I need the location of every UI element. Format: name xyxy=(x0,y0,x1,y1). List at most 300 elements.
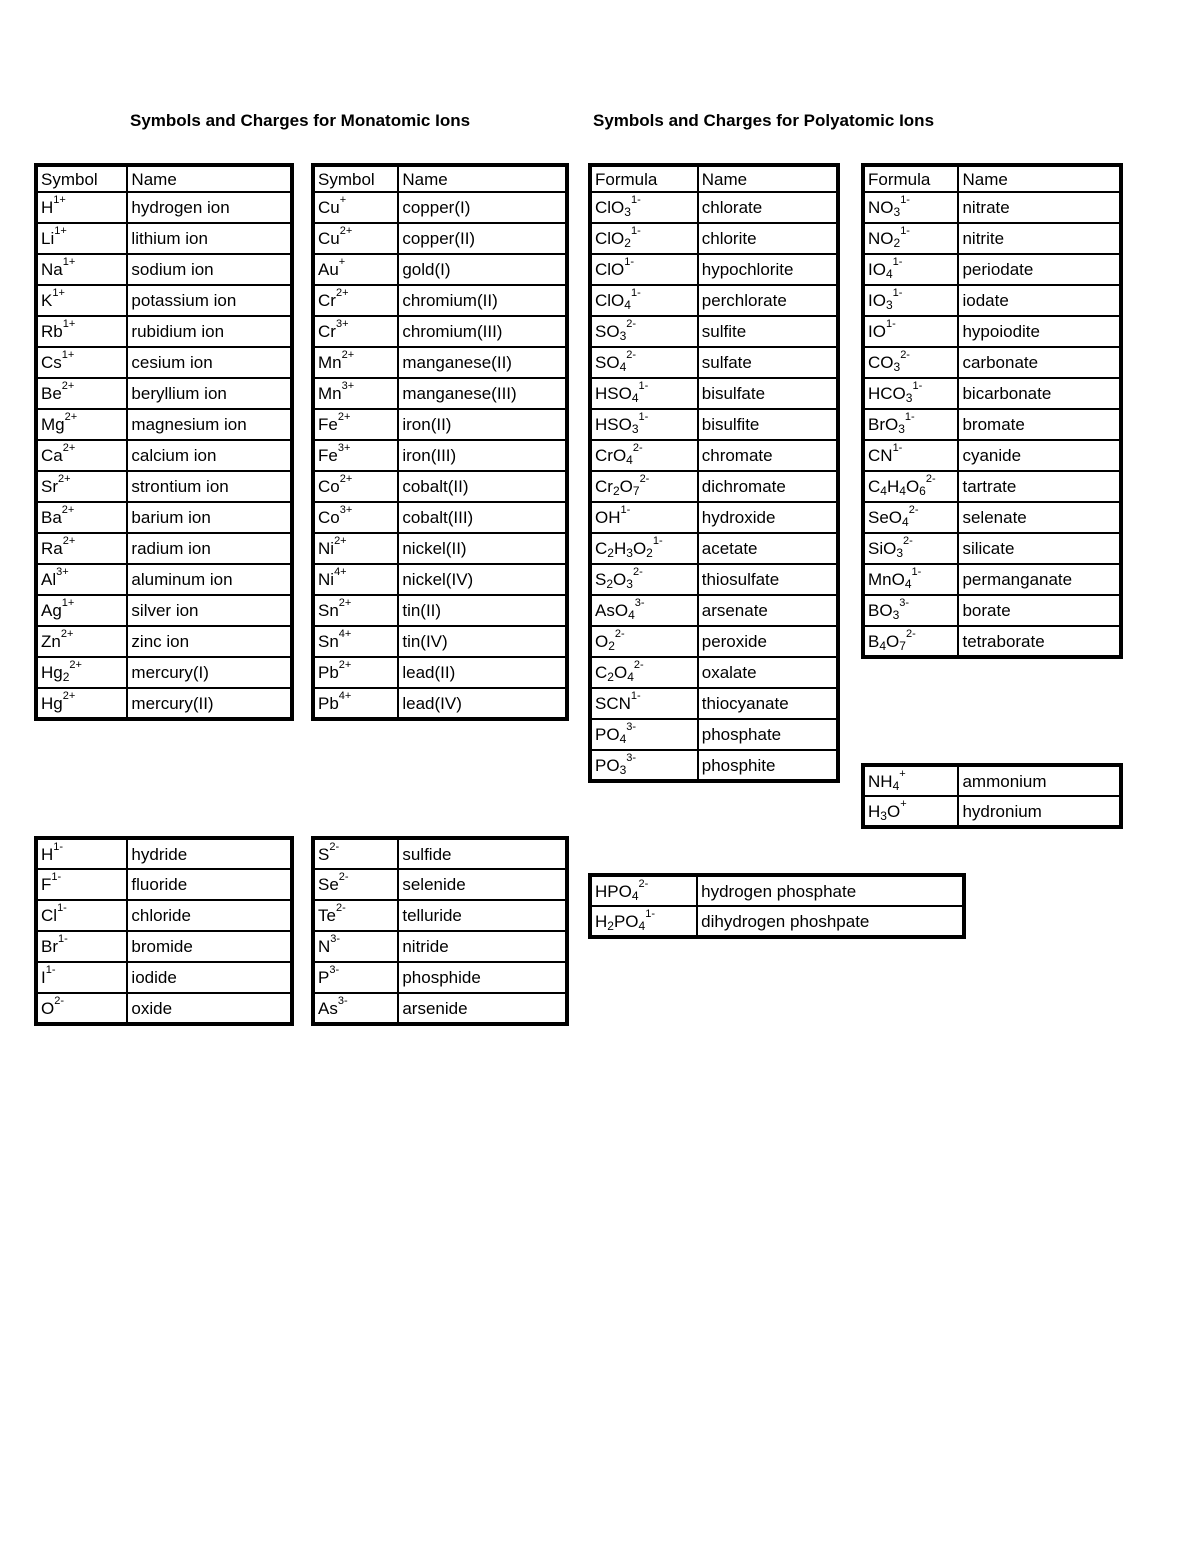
ion-symbol: $Cu^{2+}$ xyxy=(313,223,398,254)
charge: 1- xyxy=(900,225,910,237)
ion-symbol: $Mn^{3+}$ xyxy=(313,378,398,409)
ion-name: nitrite xyxy=(958,223,1121,254)
ion-symbol: $Ba^{2+}$ xyxy=(36,502,127,533)
table-row xyxy=(590,688,838,719)
ion-name: nickel(II) xyxy=(398,533,567,564)
charge: 1- xyxy=(57,902,67,914)
ion-symbol: $HSO_4^{1-}$ xyxy=(590,378,698,409)
charge: 1- xyxy=(620,504,631,516)
table-row xyxy=(36,502,292,533)
charge: 2+ xyxy=(334,535,347,547)
ion-symbol: $N^{3-}$ xyxy=(313,931,398,962)
subscript: 3 xyxy=(626,546,633,560)
charge: 3- xyxy=(634,597,645,609)
charge: 2- xyxy=(335,902,346,914)
table-row xyxy=(863,765,1121,796)
charge: 2- xyxy=(905,628,916,640)
ion-symbol: $NO_2^{1-}$ xyxy=(863,223,958,254)
table-row xyxy=(313,192,567,223)
charge: 1- xyxy=(645,908,655,920)
table-row xyxy=(36,471,292,502)
ion-symbol: $Ni^{2+}$ xyxy=(313,533,398,564)
ion-name: manganese(III) xyxy=(398,378,567,409)
ion-name: hydrogen ion xyxy=(127,192,292,223)
subscript: 2 xyxy=(62,670,70,684)
subscript: 4 xyxy=(880,484,887,498)
charge: 1- xyxy=(900,194,910,206)
charge: 3- xyxy=(337,995,348,1007)
table-row xyxy=(313,626,567,657)
table-row xyxy=(863,254,1121,285)
table-row xyxy=(313,347,567,378)
column-header: Formula xyxy=(590,165,698,192)
table-row xyxy=(36,533,292,564)
table-row xyxy=(590,595,838,626)
ion-name: bromide xyxy=(127,931,292,962)
charge: 2- xyxy=(908,504,919,516)
ion-name: hydride xyxy=(127,838,292,869)
charge: 2+ xyxy=(64,411,78,423)
column-header: Formula xyxy=(863,165,958,192)
subscript: 7 xyxy=(632,484,640,498)
charge: 2+ xyxy=(338,597,352,609)
charge: 1- xyxy=(911,566,922,578)
ion-symbol: $Fe^{3+}$ xyxy=(313,440,398,471)
table-row xyxy=(590,409,838,440)
ion-symbol: BrO$_3^{1-}$ xyxy=(863,409,958,440)
ion-name: gold(I) xyxy=(398,254,567,285)
ion-name: hypochlorite xyxy=(698,254,838,285)
ion-name: permanganate xyxy=(958,564,1121,595)
table-row xyxy=(590,192,838,223)
ion-symbol: $Be^{2+}$ xyxy=(36,378,127,409)
ion-name: rubidium ion xyxy=(127,316,292,347)
ion-name: nitrate xyxy=(958,192,1121,223)
charge: 4+ xyxy=(338,628,352,640)
ion-name: iodate xyxy=(958,285,1121,316)
subscript: 3 xyxy=(893,360,901,374)
charge: 1+ xyxy=(61,597,75,609)
table-row xyxy=(313,254,567,285)
table-header-row xyxy=(590,165,838,192)
ion-name: manganese(II) xyxy=(398,347,567,378)
ion-table-cations-2 xyxy=(311,163,569,721)
ion-name: radium ion xyxy=(127,533,292,564)
charge: 2- xyxy=(626,318,637,330)
ion-name: chromium(II) xyxy=(398,285,567,316)
column-header: Name xyxy=(398,165,567,192)
ion-symbol: $OH^{1-}$ xyxy=(590,502,698,533)
subscript: 2 xyxy=(606,577,614,591)
ion-name: cyanide xyxy=(958,440,1121,471)
charge: 1+ xyxy=(53,194,66,206)
table-row xyxy=(313,962,567,993)
ion-name: selenate xyxy=(958,502,1121,533)
ion-symbol: $As^{3-}$ xyxy=(313,993,398,1024)
ion-symbol: $SO_4^{2-}$ xyxy=(590,347,698,378)
subscript: 6 xyxy=(919,484,926,498)
subscript: 4 xyxy=(631,391,639,405)
subscript: 2 xyxy=(608,639,615,653)
ion-symbol: $PO_3^{3-}$ xyxy=(590,750,698,781)
ion-symbol: $F^{1-}$ xyxy=(36,869,127,900)
ion-table-anions-1 xyxy=(34,836,294,1026)
subscript: 3 xyxy=(624,205,631,219)
ion-name: telluride xyxy=(398,900,567,931)
ion-symbol: $Sn^{4+}$ xyxy=(313,626,398,657)
ion-name: tin(II) xyxy=(398,595,567,626)
table-row xyxy=(36,595,292,626)
ion-symbol: $BO_3^{3-}$ xyxy=(863,595,958,626)
charge: 2+ xyxy=(61,504,75,516)
ion-symbol: $CO_3^{2-}$ xyxy=(863,347,958,378)
ion-symbol: $IO_4^{1-}$ xyxy=(863,254,958,285)
ion-name: copper(II) xyxy=(398,223,567,254)
charge: 1- xyxy=(53,841,64,853)
table-row xyxy=(863,316,1121,347)
column-header: Symbol xyxy=(36,165,127,192)
charge: 2+ xyxy=(69,659,82,671)
ion-name: bicarbonate xyxy=(958,378,1121,409)
charge: 3- xyxy=(626,752,637,764)
ion-name: bisulfate xyxy=(698,378,838,409)
charge: 2- xyxy=(632,442,643,454)
charge: 1- xyxy=(912,380,923,392)
subscript: 4 xyxy=(626,453,633,467)
ion-symbol: SeO$_4^{2-}$ xyxy=(863,502,958,533)
charge: 2- xyxy=(638,878,649,890)
charge: 2+ xyxy=(337,411,351,423)
table-row xyxy=(313,564,567,595)
subscript: 3 xyxy=(880,809,887,823)
ion-symbol: $Mg^{2+}$ xyxy=(36,409,127,440)
subscript: 3 xyxy=(892,608,900,622)
table-row xyxy=(863,347,1121,378)
ion-name: sulfate xyxy=(698,347,838,378)
subscript: 3 xyxy=(905,391,913,405)
charge: 1- xyxy=(630,225,641,237)
table-row xyxy=(313,533,567,564)
charge: 1- xyxy=(638,380,649,392)
table-row xyxy=(863,564,1121,595)
ion-name: carbonate xyxy=(958,347,1121,378)
table-row xyxy=(313,502,567,533)
ion-symbol: $Cr^{2+}$ xyxy=(313,285,398,316)
ion-name: dihydrogen phoshpate xyxy=(697,906,964,937)
charge: 4+ xyxy=(334,566,347,578)
charge: 3- xyxy=(626,721,637,733)
subscript: 4 xyxy=(902,515,909,529)
ion-name: bisulfite xyxy=(698,409,838,440)
charge: 2+ xyxy=(339,473,353,485)
charge: 2+ xyxy=(341,349,355,361)
charge: 3+ xyxy=(56,566,69,578)
charge: 2- xyxy=(54,995,65,1007)
table-row xyxy=(863,223,1121,254)
ion-name: copper(I) xyxy=(398,192,567,223)
table-row xyxy=(36,192,292,223)
ion-name: barium ion xyxy=(127,502,292,533)
ion-name: phosphite xyxy=(698,750,838,781)
table-row xyxy=(313,378,567,409)
table-row xyxy=(36,378,292,409)
table-row xyxy=(590,347,838,378)
subscript: 4 xyxy=(879,639,887,653)
table-row xyxy=(36,657,292,688)
ion-symbol: $Co^{3+}$ xyxy=(313,502,398,533)
table-row xyxy=(863,533,1121,564)
ion-name: nickel(IV) xyxy=(398,564,567,595)
table-row xyxy=(313,471,567,502)
table-row xyxy=(313,838,567,869)
charge: 2- xyxy=(639,473,650,485)
ion-symbol: $C_4H_4O_6^{2-}$ xyxy=(863,471,958,502)
charge: 2+ xyxy=(335,287,349,299)
charge: 1+ xyxy=(61,349,75,361)
ion-name: hydrogen phosphate xyxy=(697,875,964,906)
charge: + xyxy=(900,798,907,810)
charge: 1+ xyxy=(62,256,76,268)
polyatomic-heading: Symbols and Charges for Polyatomic Ions xyxy=(593,111,935,130)
charge: 2- xyxy=(900,349,910,361)
table-row xyxy=(313,688,567,719)
table-row xyxy=(590,626,838,657)
subscript: 3 xyxy=(631,422,639,436)
charge: 3- xyxy=(329,964,340,976)
ion-name: aluminum ion xyxy=(127,564,292,595)
charge: 2- xyxy=(633,659,644,671)
ion-name: chlorite xyxy=(698,223,838,254)
table-row xyxy=(590,750,838,781)
ion-symbol: $Mn^{2+}$ xyxy=(313,347,398,378)
charge: 1- xyxy=(892,287,903,299)
ion-symbol: $Hg_2^{2+}$ xyxy=(36,657,127,688)
subscript: 4 xyxy=(619,360,627,374)
ion-table-polyatomic-3 xyxy=(861,763,1123,829)
charge: 3+ xyxy=(335,318,349,330)
ion-name: arsenide xyxy=(398,993,567,1024)
ion-name: iron(II) xyxy=(398,409,567,440)
ion-symbol: CrO$_4^{2-}$ xyxy=(590,440,698,471)
table-row xyxy=(863,471,1121,502)
table-row xyxy=(590,440,838,471)
ion-name: thiosulfate xyxy=(698,564,838,595)
charge: 1- xyxy=(892,256,903,268)
table-row xyxy=(590,471,838,502)
charge: 1- xyxy=(45,964,56,976)
ion-name: silver ion xyxy=(127,595,292,626)
table-row xyxy=(590,316,838,347)
table-row xyxy=(313,223,567,254)
ion-name: ammonium xyxy=(958,765,1121,796)
charge: 3- xyxy=(330,933,341,945)
table-row xyxy=(863,502,1121,533)
table-row xyxy=(590,533,838,564)
ion-name: strontium ion xyxy=(127,471,292,502)
table-row xyxy=(313,993,567,1024)
ion-name: perchlorate xyxy=(698,285,838,316)
ion-symbol: $S^{2-}$ xyxy=(313,838,398,869)
ion-name: hydroxide xyxy=(698,502,838,533)
charge: 2+ xyxy=(62,442,76,454)
ion-name: oxalate xyxy=(698,657,838,688)
ion-symbol: $IO^{1-}$ xyxy=(863,316,958,347)
ion-name: lithium ion xyxy=(127,223,292,254)
charge: 2+ xyxy=(62,690,76,702)
charge: 1- xyxy=(638,411,649,423)
table-row xyxy=(36,409,292,440)
table-row xyxy=(313,316,567,347)
ion-symbol: $HPO_4^{2-}$ xyxy=(590,875,697,906)
ion-name: tetraborate xyxy=(958,626,1121,657)
table-row xyxy=(863,378,1121,409)
ion-symbol: $I^{1-}$ xyxy=(36,962,127,993)
charge: 1- xyxy=(624,256,635,268)
ion-symbol: $Sr^{2+}$ xyxy=(36,471,127,502)
ion-symbol: ClO$_4^{1-}$ xyxy=(590,285,698,316)
charge: 4+ xyxy=(338,690,352,702)
ion-symbol: ClO$_2^{1-}$ xyxy=(590,223,698,254)
ion-name: beryllium ion xyxy=(127,378,292,409)
ion-table-polyatomic-1 xyxy=(588,163,840,783)
ion-symbol: $H_2PO_4^{1-}$ xyxy=(590,906,697,937)
ion-symbol: $Ni^{4+}$ xyxy=(313,564,398,595)
table-row xyxy=(36,869,292,900)
ion-name: chlorate xyxy=(698,192,838,223)
subscript: 4 xyxy=(624,298,631,312)
ion-symbol: $Ag^{1+}$ xyxy=(36,595,127,626)
ion-symbol: $Na^{1+}$ xyxy=(36,254,127,285)
charge: 1- xyxy=(904,411,915,423)
subscript: 2 xyxy=(624,236,631,250)
subscript: 4 xyxy=(899,484,906,498)
charge: 2+ xyxy=(60,628,74,640)
table-row xyxy=(863,626,1121,657)
table-row xyxy=(36,564,292,595)
table-row xyxy=(863,440,1121,471)
ion-symbol: ClO$^{1-}$ xyxy=(590,254,698,285)
ion-name: chloride xyxy=(127,900,292,931)
charge: 2- xyxy=(925,473,936,485)
ion-name: borate xyxy=(958,595,1121,626)
ion-name: lead(II) xyxy=(398,657,567,688)
ion-symbol: $C_2O_4^{2-}$ xyxy=(590,657,698,688)
ion-symbol: $SCN^{1-}$ xyxy=(590,688,698,719)
ion-symbol: $Br^{1-}$ xyxy=(36,931,127,962)
ion-symbol: $H_3O^+$ xyxy=(863,796,958,827)
subscript: 2 xyxy=(607,919,614,933)
ion-symbol: $K^{1+}$ xyxy=(36,285,127,316)
ion-symbol: $Ra^{2+}$ xyxy=(36,533,127,564)
charge: 2- xyxy=(632,566,643,578)
subscript: 3 xyxy=(619,763,627,777)
ion-symbol: $Pb^{4+}$ xyxy=(313,688,398,719)
table-row xyxy=(590,719,838,750)
table-row xyxy=(590,223,838,254)
subscript: 3 xyxy=(885,298,893,312)
charge: 3+ xyxy=(339,504,353,516)
ion-name: tin(IV) xyxy=(398,626,567,657)
table-row xyxy=(313,657,567,688)
ion-symbol: $CN^{1-}$ xyxy=(863,440,958,471)
ion-name: potassium ion xyxy=(127,285,292,316)
ion-name: mercury(II) xyxy=(127,688,292,719)
ion-name: arsenate xyxy=(698,595,838,626)
ion-name: acetate xyxy=(698,533,838,564)
charge: 2+ xyxy=(61,380,75,392)
ion-name: mercury(I) xyxy=(127,657,292,688)
charge: 2- xyxy=(338,871,349,883)
ion-name: selenide xyxy=(398,869,567,900)
subscript: 3 xyxy=(898,422,905,436)
ion-symbol: Cu+ xyxy=(313,192,398,223)
charge: 2- xyxy=(329,841,340,853)
ion-symbol: $Cs^{1+}$ xyxy=(36,347,127,378)
ion-table-cations-1 xyxy=(34,163,294,721)
ion-table-polyatomic-2 xyxy=(861,163,1123,659)
table-row xyxy=(313,409,567,440)
subscript: 2 xyxy=(612,484,620,498)
ion-table-anions-2 xyxy=(311,836,569,1026)
ion-name: silicate xyxy=(958,533,1121,564)
ion-symbol: $H^{1-}$ xyxy=(36,838,127,869)
ion-name: sulfite xyxy=(698,316,838,347)
table-row xyxy=(313,285,567,316)
ion-name: fluoride xyxy=(127,869,292,900)
table-row xyxy=(590,378,838,409)
ion-symbol: SiO$_3^{2-}$ xyxy=(863,533,958,564)
ion-name: phosphide xyxy=(398,962,567,993)
ion-name: cobalt(II) xyxy=(398,471,567,502)
subscript: 3 xyxy=(619,329,627,343)
charge: 1- xyxy=(58,933,68,945)
ion-symbol: ClO$_3^{1-}$ xyxy=(590,192,698,223)
ion-symbol: $SO_3^{2-}$ xyxy=(590,316,698,347)
subscript: 4 xyxy=(885,267,893,281)
column-header: Symbol xyxy=(313,165,398,192)
table-row xyxy=(863,595,1121,626)
subscript: 7 xyxy=(899,639,906,653)
charge: 2+ xyxy=(339,225,353,237)
charge: + xyxy=(339,194,347,206)
charge: 1- xyxy=(51,871,62,883)
subscript: 4 xyxy=(627,670,634,684)
table-row xyxy=(590,906,964,937)
ion-symbol: $Cr_2O_7^{2-}$ xyxy=(590,471,698,502)
charge: 1- xyxy=(892,442,903,454)
table-row xyxy=(590,875,964,906)
table-row xyxy=(313,869,567,900)
subscript: 2 xyxy=(607,670,614,684)
table-row xyxy=(36,900,292,931)
charge: 2- xyxy=(903,535,913,547)
table-row xyxy=(36,993,292,1024)
ion-name: calcium ion xyxy=(127,440,292,471)
ion-name: hydronium xyxy=(958,796,1121,827)
ion-table-polyatomic-1b xyxy=(588,873,966,939)
table-row xyxy=(590,285,838,316)
charge: 3- xyxy=(899,597,910,609)
table-row xyxy=(36,316,292,347)
table-row xyxy=(863,285,1121,316)
ion-symbol: $Cr^{3+}$ xyxy=(313,316,398,347)
table-row xyxy=(36,962,292,993)
ion-symbol: $PO_4^{3-}$ xyxy=(590,719,698,750)
ion-name: lead(IV) xyxy=(398,688,567,719)
ion-name: dichromate xyxy=(698,471,838,502)
charge: 2- xyxy=(614,628,625,640)
ion-symbol: $Se^{2-}$ xyxy=(313,869,398,900)
